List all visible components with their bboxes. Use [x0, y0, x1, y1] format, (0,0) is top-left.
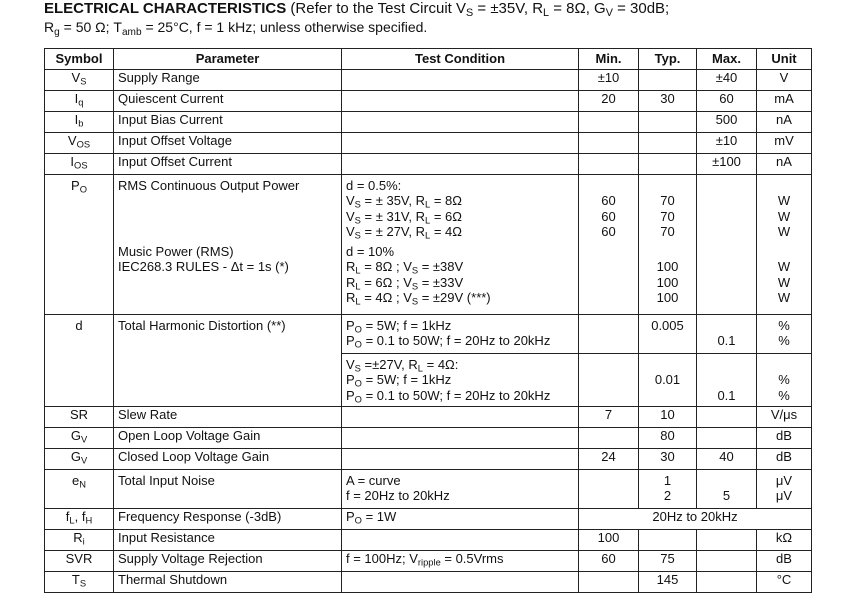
- min-cell: [579, 244, 639, 315]
- symbol-cell: $V_{OS}$: [45, 133, 114, 154]
- parameter-cell: Total Harmonic Distortion (**): [114, 315, 342, 407]
- max-cell: [697, 551, 757, 572]
- test-condition-cell: [342, 133, 579, 154]
- typ-cell: 145: [639, 572, 697, 593]
- unit-cell: % %: [757, 315, 812, 354]
- col-header-test-condition: Test Condition: [342, 49, 579, 70]
- table-row: [45, 244, 812, 315]
- typ-cell: 0.01: [639, 354, 697, 407]
- typ-cell: 30: [639, 449, 697, 470]
- unit-cell: dB: [757, 551, 812, 572]
- col-header-min: Min.: [579, 49, 639, 70]
- table-row: [45, 70, 812, 91]
- max-cell: 0.1: [697, 354, 757, 407]
- min-cell: [579, 354, 639, 407]
- typ-cell: [639, 154, 697, 175]
- unit-cell: μV μV: [757, 470, 812, 509]
- unit-cell: °C: [757, 572, 812, 593]
- unit-cell: V/μs: [757, 407, 812, 428]
- table-row: [45, 175, 812, 245]
- table-row: [45, 428, 812, 449]
- table-row: [45, 509, 812, 530]
- test-condition-cell: $V_S =\pm 27V$, $R_L = 4\Omega$: $P_O = 5W$; f = 1kHz $P_O = 0.1$ to 50W; f = 20Hz to 20kHz: [342, 354, 579, 407]
- symbol-cell: $G_V$: [45, 449, 114, 470]
- max-cell: [697, 175, 757, 245]
- min-cell: [579, 154, 639, 175]
- parameter-cell: Music Power (RMS) IEC268.3 RULES - Δt = 1s (*): [114, 244, 342, 315]
- parameter-cell: Frequency Response (-3dB): [114, 509, 342, 530]
- parameter-cell: Thermal Shutdown: [114, 572, 342, 593]
- symbol-cell: $P_O$: [45, 175, 114, 315]
- test-condition-cell: d = 0.5%: $V_S$ = ± 35V, $R_L = 8\Omega$ $V_S$ = ± 31V, $R_L = 6\Omega$ $V_S$ = ± 27V, $R_L = 4\Omega$: [342, 175, 579, 245]
- test-condition-cell: $P_O = 1W$: [342, 509, 579, 530]
- max-cell: 60: [697, 91, 757, 112]
- typ-cell: [639, 530, 697, 551]
- test-condition-cell: $P_O = 5W$; f = 1kHz $P_O = 0.1$ to 50W; f = 20Hz to 20kHz: [342, 315, 579, 354]
- table-row: [45, 407, 812, 428]
- table-header-row: [45, 49, 812, 70]
- table-row: [45, 530, 812, 551]
- test-condition-cell: [342, 70, 579, 91]
- symbol-cell: $I_{OS}$: [45, 154, 114, 175]
- test-condition-cell: [342, 407, 579, 428]
- typ-cell: 100 100 100: [639, 244, 697, 315]
- unit-cell: nA: [757, 112, 812, 133]
- min-cell: [579, 428, 639, 449]
- symbol-cell: SR: [45, 407, 114, 428]
- max-cell: [697, 244, 757, 315]
- table-row: [45, 154, 812, 175]
- typ-cell: 1 2: [639, 470, 697, 509]
- parameter-cell: Input Offset Voltage: [114, 133, 342, 154]
- parameter-cell: Supply Voltage Rejection: [114, 551, 342, 572]
- parameter-cell: Input Offset Current: [114, 154, 342, 175]
- col-header-symbol: Symbol: [45, 49, 114, 70]
- max-cell: 0.1: [697, 315, 757, 354]
- min-cell: 20: [579, 91, 639, 112]
- col-header-unit: Unit: [757, 49, 812, 70]
- table-row: [45, 112, 812, 133]
- typ-cell: [639, 133, 697, 154]
- test-condition-cell: [342, 112, 579, 133]
- parameter-cell: Supply Range: [114, 70, 342, 91]
- col-header-typ: Typ.: [639, 49, 697, 70]
- symbol-cell: $V_S$: [45, 70, 114, 91]
- parameter-cell: Input Bias Current: [114, 112, 342, 133]
- min-cell: 7: [579, 407, 639, 428]
- symbol-cell: $e_N$: [45, 470, 114, 509]
- unit-cell: W W W: [757, 175, 812, 245]
- min-cell: ±10: [579, 70, 639, 91]
- typ-cell: 70 70 70: [639, 175, 697, 245]
- symbol-cell: $R_i$: [45, 530, 114, 551]
- table-row: [45, 470, 812, 509]
- max-cell: [697, 407, 757, 428]
- unit-cell: dB: [757, 449, 812, 470]
- max-cell: [697, 572, 757, 593]
- electrical-characteristics-table: [44, 48, 812, 593]
- min-cell: [579, 315, 639, 354]
- header-line-1: ELECTRICAL CHARACTERISTICS (Refer to the Test Circuit $V_S = \pm 35V$, $R_L = 8\Omega$, $G_V = 30dB$;: [44, 0, 670, 20]
- table-row: [45, 91, 812, 112]
- parameter-cell: Quiescent Current: [114, 91, 342, 112]
- test-condition-cell: [342, 530, 579, 551]
- table-row: [45, 449, 812, 470]
- max-cell: 500: [697, 112, 757, 133]
- min-cell: 24: [579, 449, 639, 470]
- max-cell: 40: [697, 449, 757, 470]
- typ-cell: [639, 112, 697, 133]
- min-cell: 60 60 60: [579, 175, 639, 245]
- test-condition-cell: [342, 449, 579, 470]
- unit-cell: mV: [757, 133, 812, 154]
- parameter-cell: Open Loop Voltage Gain: [114, 428, 342, 449]
- typ-cell: 30: [639, 91, 697, 112]
- max-cell: ±100: [697, 154, 757, 175]
- test-condition-cell: f = 100Hz; $V_{ripple}$ = 0.5Vrms: [342, 551, 579, 572]
- table-row: [45, 572, 812, 593]
- symbol-cell: $I_b$: [45, 112, 114, 133]
- table-row: [45, 133, 812, 154]
- unit-cell: mA: [757, 91, 812, 112]
- test-condition-cell: [342, 91, 579, 112]
- unit-cell: V: [757, 70, 812, 91]
- test-condition-cell: [342, 154, 579, 175]
- typ-cell: [639, 70, 697, 91]
- unit-cell: % %: [757, 354, 812, 407]
- col-header-parameter: Parameter: [114, 49, 342, 70]
- min-cell: [579, 572, 639, 593]
- parameter-cell: Total Input Noise: [114, 470, 342, 509]
- parameter-cell: Input Resistance: [114, 530, 342, 551]
- parameter-cell: Slew Rate: [114, 407, 342, 428]
- typ-cell: 75: [639, 551, 697, 572]
- unit-cell: nA: [757, 154, 812, 175]
- min-cell: [579, 112, 639, 133]
- max-cell: 5: [697, 470, 757, 509]
- test-condition-cell: [342, 572, 579, 593]
- parameter-cell: RMS Continuous Output Power: [114, 175, 342, 245]
- symbol-cell: d: [45, 315, 114, 407]
- typ-cell: 80: [639, 428, 697, 449]
- max-cell: ±40: [697, 70, 757, 91]
- typ-cell: 10: [639, 407, 697, 428]
- max-cell: [697, 530, 757, 551]
- max-cell: [697, 428, 757, 449]
- max-cell: ±10: [697, 133, 757, 154]
- parameter-cell: Closed Loop Voltage Gain: [114, 449, 342, 470]
- col-header-max: Max.: [697, 49, 757, 70]
- min-cell: [579, 133, 639, 154]
- table-row: [45, 315, 812, 354]
- symbol-cell: SVR: [45, 551, 114, 572]
- unit-cell: kΩ: [757, 530, 812, 551]
- section-title: ELECTRICAL CHARACTERISTICS: [44, 0, 287, 17]
- symbol-cell: $T_S$: [45, 572, 114, 593]
- test-condition-cell: d = 10% $R_L = 8\Omega$ ; $V_S = \pm 38V$ $R_L = 6\Omega$ ; $V_S = \pm 33V$ $R_L = 4\Omega$ ; $V_S = \pm 29V$ (***): [342, 244, 579, 315]
- unit-cell: W W W: [757, 244, 812, 315]
- table-row: [45, 551, 812, 572]
- min-cell: 100: [579, 530, 639, 551]
- header: [44, 0, 669, 36]
- typ-cell: 0.005: [639, 315, 697, 354]
- range-cell: 20Hz to 20kHz: [579, 509, 812, 530]
- header-line-2: $R_g = 50$ Ω; $T_{amb} = 25^\circ C$, f = 1 kHz; unless otherwise specified.: [44, 19, 428, 38]
- min-cell: [579, 470, 639, 509]
- symbol-cell: $I_q$: [45, 91, 114, 112]
- test-condition-cell: [342, 428, 579, 449]
- symbol-cell: $G_V$: [45, 428, 114, 449]
- min-cell: 60: [579, 551, 639, 572]
- symbol-cell: $f_L$, $f_H$: [45, 509, 114, 530]
- test-condition-cell: A = curve f = 20Hz to 20kHz: [342, 470, 579, 509]
- unit-cell: dB: [757, 428, 812, 449]
